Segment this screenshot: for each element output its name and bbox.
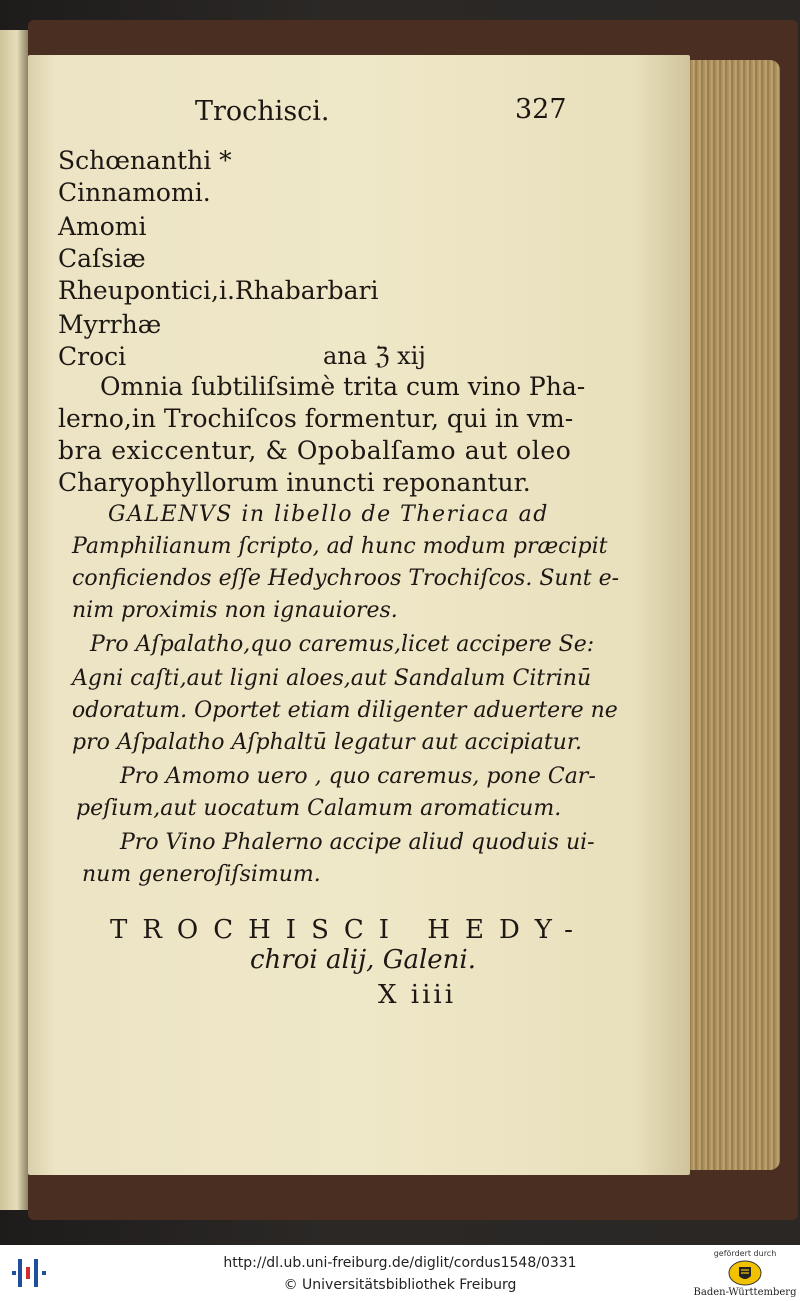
- text-line: conficiendos eſſe Hedychroos Trochiſcos. Sunt e-: [72, 566, 620, 591]
- text-line: Pamphilianum ſcripto, ad hunc modum præcipit: [72, 534, 608, 559]
- facing-page-edge: [0, 30, 28, 1210]
- text-line: pro Aſpalatho Aſphaltū legatur aut accipiatur.: [72, 730, 582, 755]
- text-line: bra exiccentur, & Opobalſamo aut oleo: [58, 436, 572, 465]
- page-number: 327: [515, 94, 567, 125]
- text-line: Pro Amomo uero , quo caremus, pone Car-: [120, 764, 596, 789]
- ingredient-line: Rheupontici,i.Rhabarbari: [58, 276, 379, 305]
- ingredient-line: Amomi: [58, 212, 147, 241]
- running-head: Trochisci.: [195, 96, 330, 127]
- dose-line: ana ℨ xij: [323, 342, 426, 370]
- sponsor-block: [690, 1249, 800, 1299]
- ingredient-line: Croci: [58, 342, 127, 371]
- text-line: Pro Aſpalatho,quo caremus,licet accipere Se:: [90, 632, 595, 657]
- ingredient-line: Schœnanthi *: [58, 146, 232, 175]
- text-line: Pro Vino Phalerno accipe aliud quoduis ui-: [120, 830, 595, 855]
- sponsor-name: Baden-Württemberg: [693, 1287, 797, 1298]
- text-line: peſium,aut uocatum Calamum aromaticum.: [76, 796, 562, 821]
- text-line: nim proximis non ignauiores.: [72, 598, 398, 623]
- signature-mark: X iiii: [378, 980, 457, 1010]
- ingredient-line: Myrrhæ: [58, 310, 162, 339]
- section-subheading: chroi alij, Galeni.: [250, 945, 476, 975]
- text-line: Omnia ſubtiliſsimè trita cum vino Pha-: [100, 372, 586, 401]
- page-header: [195, 96, 575, 136]
- text-line: num generoſiſsimum.: [82, 862, 321, 887]
- state-crest-icon: [725, 1260, 765, 1286]
- ingredient-line: Caſsiæ: [58, 244, 146, 273]
- footer-bar: [0, 1245, 800, 1301]
- permalink-url[interactable]: http://dl.ub.uni-freiburg.de/diglit/cordus1548/0331: [223, 1255, 577, 1271]
- text-line: GALENVS in libello de Theriaca ad: [108, 502, 549, 527]
- sponsor-label: gefördert durch: [713, 1249, 777, 1258]
- text-line: lerno,in Trochiſcos formentur, qui in vm-: [58, 404, 574, 433]
- section-heading: TROCHISCI HEDY-: [110, 915, 588, 945]
- text-line: Charyophyllorum inuncti reponantur.: [58, 468, 531, 497]
- copyright-text: © Universitätsbibliothek Freiburg: [283, 1277, 517, 1293]
- ingredient-line: Cinnamomi.: [58, 178, 211, 207]
- text-line: Agni caſti,aut ligni aloes,aut Sandalum Citrinū: [72, 666, 592, 691]
- text-line: odoratum. Oportet etiam diligenter aduertere ne: [72, 698, 618, 723]
- page-edges: [686, 60, 780, 1170]
